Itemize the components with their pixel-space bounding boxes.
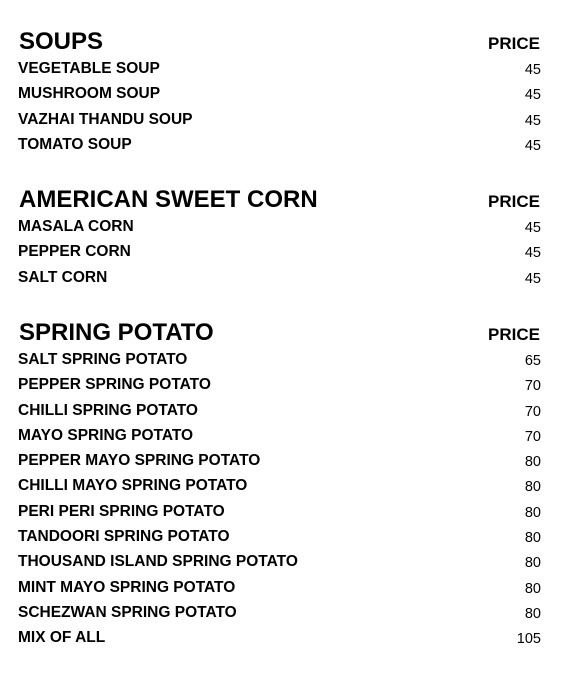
item-price: 80 bbox=[524, 530, 541, 547]
item-name: SALT SPRING POTATO bbox=[18, 351, 188, 368]
menu-item bbox=[18, 576, 541, 601]
item-price: 70 bbox=[524, 403, 541, 420]
section-title: SPRING POTATO bbox=[19, 319, 214, 346]
item-price: 45 bbox=[524, 87, 541, 104]
section-soups bbox=[18, 27, 541, 158]
menu-item bbox=[18, 550, 541, 575]
item-name: CHILLI SPRING POTATO bbox=[18, 401, 198, 419]
price-column-header: PRICE bbox=[488, 325, 540, 344]
item-name: MASALA CORN bbox=[18, 218, 134, 235]
price-column-header: PRICE bbox=[488, 34, 540, 53]
item-price: 45 bbox=[524, 137, 541, 154]
item-name: VAZHAI THANDU SOUP bbox=[18, 110, 193, 128]
menu-item bbox=[18, 133, 541, 158]
menu-item bbox=[18, 399, 541, 424]
item-price: 80 bbox=[524, 580, 541, 597]
item-name: SALT CORN bbox=[18, 268, 108, 286]
menu-item bbox=[18, 82, 541, 107]
item-price: 80 bbox=[524, 454, 541, 471]
item-list bbox=[18, 348, 541, 652]
item-name: MUSHROOM SOUP bbox=[18, 85, 161, 103]
item-price: 105 bbox=[516, 631, 541, 648]
section-title: AMERICAN SWEET CORN bbox=[19, 186, 318, 213]
section-american-sweet-corn bbox=[18, 185, 541, 291]
item-price: 80 bbox=[524, 555, 541, 572]
item-name: MINT MAYO SPRING POTATO bbox=[18, 578, 236, 596]
item-price: 45 bbox=[524, 62, 541, 78]
menu-item bbox=[18, 424, 541, 449]
item-name: CHILLI MAYO SPRING POTATO bbox=[18, 477, 248, 495]
item-name: TANDOORI SPRING POTATO bbox=[18, 528, 230, 546]
price-column-header: PRICE bbox=[488, 192, 540, 211]
item-price: 45 bbox=[524, 112, 541, 129]
menu-item bbox=[18, 57, 541, 82]
section-title: SOUPS bbox=[19, 28, 104, 55]
item-list bbox=[18, 57, 541, 158]
section-header bbox=[18, 318, 541, 348]
menu-item bbox=[18, 525, 541, 550]
menu-item bbox=[18, 373, 541, 398]
item-list bbox=[18, 215, 541, 291]
section-header bbox=[18, 185, 541, 215]
menu-item bbox=[18, 449, 541, 474]
item-name: SCHEZWAN SPRING POTATO bbox=[18, 603, 237, 621]
item-price: 80 bbox=[524, 479, 541, 496]
menu-item bbox=[18, 266, 541, 291]
item-price: 70 bbox=[524, 378, 541, 395]
item-price: 70 bbox=[524, 428, 541, 445]
menu-item bbox=[18, 474, 541, 499]
menu-item bbox=[18, 108, 541, 133]
item-price: 45 bbox=[524, 220, 541, 236]
item-name: MAYO SPRING POTATO bbox=[18, 426, 194, 444]
item-name: VEGETABLE SOUP bbox=[18, 60, 160, 77]
item-name: TOMATO SOUP bbox=[18, 135, 132, 153]
item-name: MIX OF ALL bbox=[18, 629, 106, 647]
menu-item bbox=[18, 215, 541, 240]
item-name: THOUSAND ISLAND SPRING POTATO bbox=[18, 553, 298, 571]
item-price: 80 bbox=[524, 605, 541, 622]
item-price: 45 bbox=[524, 245, 541, 262]
item-name: PEPPER MAYO SPRING POTATO bbox=[18, 452, 261, 470]
item-name: PEPPER CORN bbox=[18, 243, 131, 261]
menu-item bbox=[18, 626, 541, 651]
menu-item bbox=[18, 601, 541, 626]
menu-item bbox=[18, 500, 541, 525]
section-spring-potato bbox=[18, 318, 541, 652]
item-name: PEPPER SPRING POTATO bbox=[18, 376, 211, 394]
item-price: 65 bbox=[524, 353, 541, 369]
menu-item bbox=[18, 240, 541, 265]
menu-item bbox=[18, 348, 541, 373]
item-price: 45 bbox=[524, 270, 541, 287]
section-header bbox=[18, 27, 541, 57]
item-price: 80 bbox=[524, 504, 541, 521]
item-name: PERI PERI SPRING POTATO bbox=[18, 502, 225, 520]
